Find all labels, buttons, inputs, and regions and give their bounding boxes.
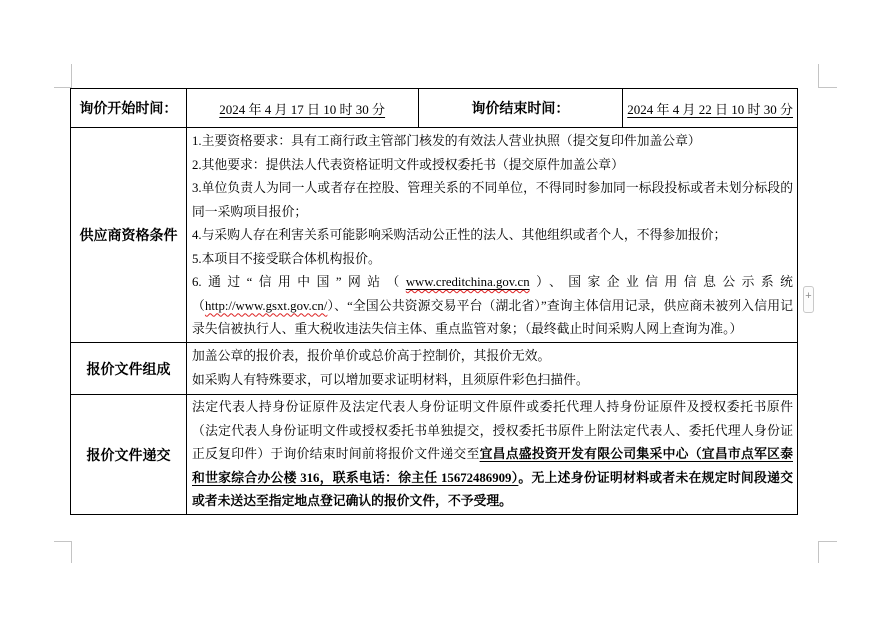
inquiry-info-table	[70, 88, 798, 515]
composition-label: 报价文件组成	[71, 343, 187, 395]
margin-mark-bottom-right	[818, 541, 837, 563]
insert-column-button[interactable]	[803, 286, 814, 313]
submission-content-cell[interactable]	[187, 395, 798, 515]
inquiry-end-time-label: 询价结束时间：	[419, 89, 624, 128]
submission-address-highlight: 宜昌点盛投资开发有限公司集采中心（宜昌市点军区泰和世家综合办公楼 316，联系电话：徐主任 15672486909）	[192, 447, 794, 485]
credit-check-text: ）、国家企业信用信息公示系统（	[192, 275, 793, 313]
table-row-composition	[71, 343, 798, 395]
inquiry-start-time-cell[interactable]	[187, 89, 419, 128]
inquiry-start-time-value: 2024 年 4 月 17 日 10 时 30 分	[219, 101, 386, 117]
margin-mark-top-right	[818, 64, 837, 88]
composition-line: 如采购人有特殊要求，可以增加要求证明材料，且须原件彩色扫描件。	[192, 372, 589, 387]
qualification-item: 4.与采购人存在利害关系可能影响采购活动公正性的法人、其他组织或者个人，不得参加报价；	[192, 228, 727, 242]
qualification-label: 供应商资格条件	[71, 128, 187, 343]
qualification-item: 1.主要资格要求：具有工商行政主管部门核发的有效法人营业执照（提交复印件加盖公章）	[192, 134, 701, 148]
qualification-content-cell[interactable]	[187, 128, 798, 343]
margin-mark-top-left	[54, 64, 72, 88]
submission-paragraph	[192, 396, 793, 514]
qualification-item: 3.单位负责人为同一人或者存在控股、管理关系的不同单位，不得同时参加同一标段投标或者未划分标段的同一采购项目报价；	[192, 181, 793, 219]
composition-line: 加盖公章的报价表，报价单价或总价高于控制价，其报价无效。	[192, 349, 551, 363]
plus-icon: +	[805, 290, 812, 302]
inquiry-end-time-cell[interactable]	[623, 89, 798, 128]
table-row-submission	[71, 395, 798, 515]
credit-check-text: ）、“全国公共资源交易平台（湖北省）”查询主体信用记录，供应商未被列入信用记录失信被执行人、重大税收违法失信主体、重点监管对象；（最终截止时间采购人网上查询为准。）	[192, 298, 794, 336]
table-row-qualification	[71, 128, 798, 343]
credit-check-text: 6.通过“信用中国”网站（	[192, 275, 406, 289]
submission-warning-text: 。无上述身份证明材料或者未在规定时间段递交或者未送达至指定地点登记确认的报价文件，不予受理。	[192, 470, 794, 509]
inquiry-start-time-label: 询价开始时间：	[71, 89, 187, 128]
qualification-item: 5.本项目不接受联合体机构报价。	[192, 251, 381, 266]
submission-label: 报价文件递交	[71, 395, 187, 515]
inquiry-end-time-value: 2024 年 4 月 22 日 10 时 30 分	[627, 101, 794, 117]
creditchina-url-link[interactable]: www.creditchina.gov.cn	[405, 275, 530, 289]
submission-text: 法定代表人持身份证原件及法定代表人身份证明文件原件或委托代理人持身份证原件及授权委托书原件（法定代表人身份证明文件或授权委托书单独提交，授权委托书原件上附法定代表人、委托代理人身份证正反复印件）于询价结束时间前将报价文件递交至	[192, 400, 793, 462]
qualification-item: 2.其他要求：提供法人代表资格证明文件或授权委托书（提交原件加盖公章）	[192, 157, 624, 172]
composition-content-cell[interactable]	[187, 343, 798, 395]
creditchina-link-wrap	[406, 275, 530, 289]
table-row-times	[71, 89, 798, 128]
margin-mark-bottom-left	[54, 541, 72, 563]
gsxt-url-link[interactable]: http://www.gsxt.gov.cn/	[204, 298, 328, 313]
qualification-item-credit-check	[192, 271, 793, 342]
